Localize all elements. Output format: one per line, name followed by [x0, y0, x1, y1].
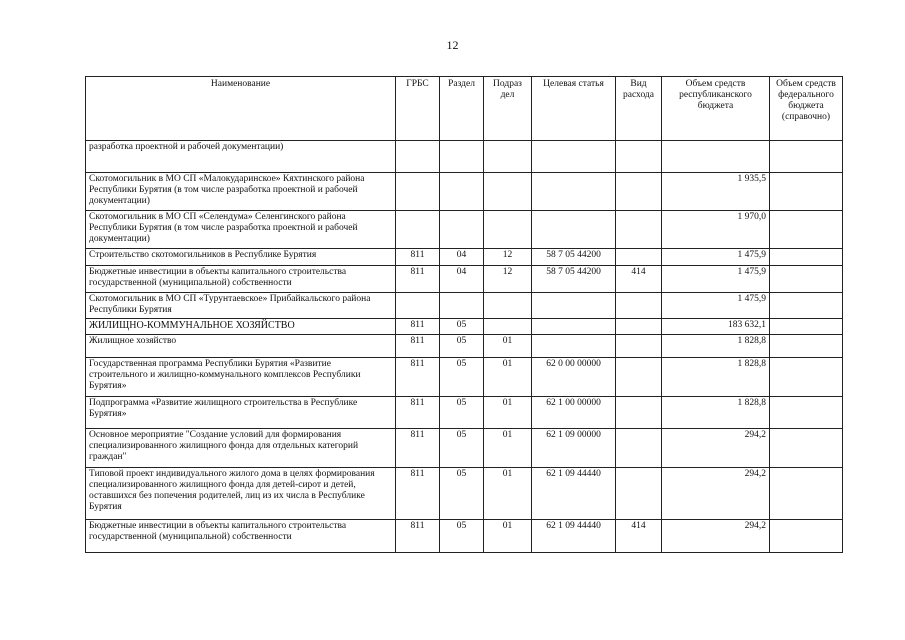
row-vid — [616, 141, 662, 173]
row-tselevaya: 58 7 05 44200 — [532, 249, 616, 266]
row-fed — [770, 141, 843, 173]
row-podrazdel — [484, 211, 532, 249]
row-razdel: 05 — [440, 520, 484, 553]
row-resp: 1 828,8 — [662, 358, 770, 397]
row-tselevaya: 62 0 00 00000 — [532, 358, 616, 397]
row-vid — [616, 211, 662, 249]
row-grbs — [396, 141, 440, 173]
row-podrazdel — [484, 293, 532, 319]
row-razdel: 05 — [440, 468, 484, 520]
row-resp: 1 970,0 — [662, 211, 770, 249]
row-name: Скотомогильник в МО СП «Селендума» Селенгинского района Республики Бурятия (в том числе разработка проектной и рабочей документации) — [86, 211, 396, 249]
row-resp: 1 935,5 — [662, 173, 770, 211]
table-row — [86, 358, 843, 397]
table-row — [86, 266, 843, 293]
table-row — [86, 429, 843, 468]
row-tselevaya: 62 1 09 00000 — [532, 429, 616, 468]
table-row — [86, 520, 843, 553]
row-grbs: 811 — [396, 249, 440, 266]
table-body — [86, 141, 843, 553]
table-row — [86, 293, 843, 319]
row-tselevaya — [532, 319, 616, 335]
row-grbs: 811 — [396, 335, 440, 358]
row-vid — [616, 319, 662, 335]
row-fed — [770, 520, 843, 553]
header-vid-raskhoda: Вид расхода — [616, 77, 662, 141]
row-razdel: 05 — [440, 397, 484, 429]
row-razdel — [440, 293, 484, 319]
row-name: разработка проектной и рабочей документации) — [86, 141, 396, 173]
row-vid — [616, 468, 662, 520]
row-fed — [770, 335, 843, 358]
row-grbs — [396, 173, 440, 211]
row-resp: 183 632,1 — [662, 319, 770, 335]
row-resp: 294,2 — [662, 429, 770, 468]
header-razdel: Раздел — [440, 77, 484, 141]
row-podrazdel: 01 — [484, 397, 532, 429]
budget-table — [85, 76, 843, 553]
row-fed — [770, 211, 843, 249]
header-resp-budget: Объем средств республиканского бюджета — [662, 77, 770, 141]
row-razdel: 04 — [440, 266, 484, 293]
header-podrazdel: Подраз дел — [484, 77, 532, 141]
row-grbs: 811 — [396, 319, 440, 335]
header-name: Наименование — [86, 77, 396, 141]
row-razdel — [440, 173, 484, 211]
row-fed — [770, 293, 843, 319]
row-fed — [770, 397, 843, 429]
row-fed — [770, 429, 843, 468]
row-tselevaya — [532, 173, 616, 211]
row-name: Бюджетные инвестиции в объекты капитального строительства государственной (муниципальной) собственности — [86, 266, 396, 293]
row-razdel — [440, 141, 484, 173]
row-podrazdel: 01 — [484, 358, 532, 397]
page-number: 12 — [446, 38, 459, 52]
table-row — [86, 141, 843, 173]
table-row — [86, 319, 843, 335]
row-resp: 1 475,9 — [662, 266, 770, 293]
row-tselevaya: 62 1 09 44440 — [532, 520, 616, 553]
row-vid: 414 — [616, 266, 662, 293]
table-row — [86, 468, 843, 520]
row-grbs — [396, 293, 440, 319]
row-tselevaya — [532, 211, 616, 249]
row-vid — [616, 335, 662, 358]
row-resp — [662, 141, 770, 173]
row-name: Подпрограмма «Развитие жилищного строительства в Республике Бурятия» — [86, 397, 396, 429]
row-razdel — [440, 211, 484, 249]
row-razdel: 05 — [440, 319, 484, 335]
header-fed-budget: Объем средств федерального бюджета (справочно) — [770, 77, 843, 141]
row-vid: 414 — [616, 520, 662, 553]
row-name: Жилищное хозяйство — [86, 335, 396, 358]
table-row — [86, 173, 843, 211]
row-name: Основное мероприятие "Создание условий для формирования специализированного жилищного фонда для отдельных категорий граждан" — [86, 429, 396, 468]
row-name: Бюджетные инвестиции в объекты капитального строительства государственной (муниципальной) собственности — [86, 520, 396, 553]
row-razdel: 04 — [440, 249, 484, 266]
row-fed — [770, 319, 843, 335]
row-razdel: 05 — [440, 335, 484, 358]
table-row — [86, 249, 843, 266]
row-name: Скотомогильник в МО СП «Малокударинское» Кяхтинского района Республики Бурятия (в том числе разработка проектной и рабочей документации) — [86, 173, 396, 211]
row-tselevaya: 62 1 00 00000 — [532, 397, 616, 429]
row-fed — [770, 249, 843, 266]
row-vid — [616, 173, 662, 211]
table-row — [86, 211, 843, 249]
row-grbs: 811 — [396, 266, 440, 293]
row-grbs: 811 — [396, 468, 440, 520]
row-tselevaya: 62 1 09 44440 — [532, 468, 616, 520]
row-resp: 1 828,8 — [662, 397, 770, 429]
row-vid — [616, 429, 662, 468]
row-podrazdel: 01 — [484, 520, 532, 553]
row-vid — [616, 397, 662, 429]
table-row — [86, 397, 843, 429]
row-podrazdel: 12 — [484, 249, 532, 266]
row-name: Государственная программа Республики Бурятия «Развитие строительного и жилищно-коммунального комплексов Республики Бурятия» — [86, 358, 396, 397]
row-vid — [616, 293, 662, 319]
row-razdel: 05 — [440, 429, 484, 468]
table-header — [86, 77, 843, 141]
row-podrazdel — [484, 173, 532, 211]
row-fed — [770, 358, 843, 397]
row-resp: 1 475,9 — [662, 293, 770, 319]
row-resp: 294,2 — [662, 520, 770, 553]
row-grbs: 811 — [396, 397, 440, 429]
row-tselevaya — [532, 335, 616, 358]
row-name: Строительство скотомогильников в Республике Бурятия — [86, 249, 396, 266]
row-grbs: 811 — [396, 520, 440, 553]
row-podrazdel — [484, 319, 532, 335]
row-podrazdel: 12 — [484, 266, 532, 293]
header-grbs: ГРБС — [396, 77, 440, 141]
row-name: Скотомогильник в МО СП «Турунтаевское» Прибайкальского района Республики Бурятия — [86, 293, 396, 319]
row-resp: 294,2 — [662, 468, 770, 520]
header-tselevaya-statya: Целевая статья — [532, 77, 616, 141]
row-podrazdel: 01 — [484, 468, 532, 520]
row-grbs — [396, 211, 440, 249]
row-name: ЖИЛИЩНО-КОММУНАЛЬНОЕ ХОЗЯЙСТВО — [86, 319, 396, 335]
row-grbs: 811 — [396, 429, 440, 468]
row-razdel: 05 — [440, 358, 484, 397]
row-name: Типовой проект индивидуального жилого дома в целях формирования специализированного жилищного фонда для детей-сирот и детей, оставшихся без попечения родителей, лиц из их числа в Республике Бурятия — [86, 468, 396, 520]
table-row — [86, 335, 843, 358]
row-tselevaya — [532, 293, 616, 319]
row-resp: 1 828,8 — [662, 335, 770, 358]
row-vid — [616, 249, 662, 266]
row-podrazdel: 01 — [484, 429, 532, 468]
row-vid — [616, 358, 662, 397]
row-podrazdel: 01 — [484, 335, 532, 358]
row-tselevaya: 58 7 05 44200 — [532, 266, 616, 293]
row-tselevaya — [532, 141, 616, 173]
row-podrazdel — [484, 141, 532, 173]
row-fed — [770, 468, 843, 520]
row-grbs: 811 — [396, 358, 440, 397]
row-fed — [770, 173, 843, 211]
row-resp: 1 475,9 — [662, 249, 770, 266]
row-fed — [770, 266, 843, 293]
